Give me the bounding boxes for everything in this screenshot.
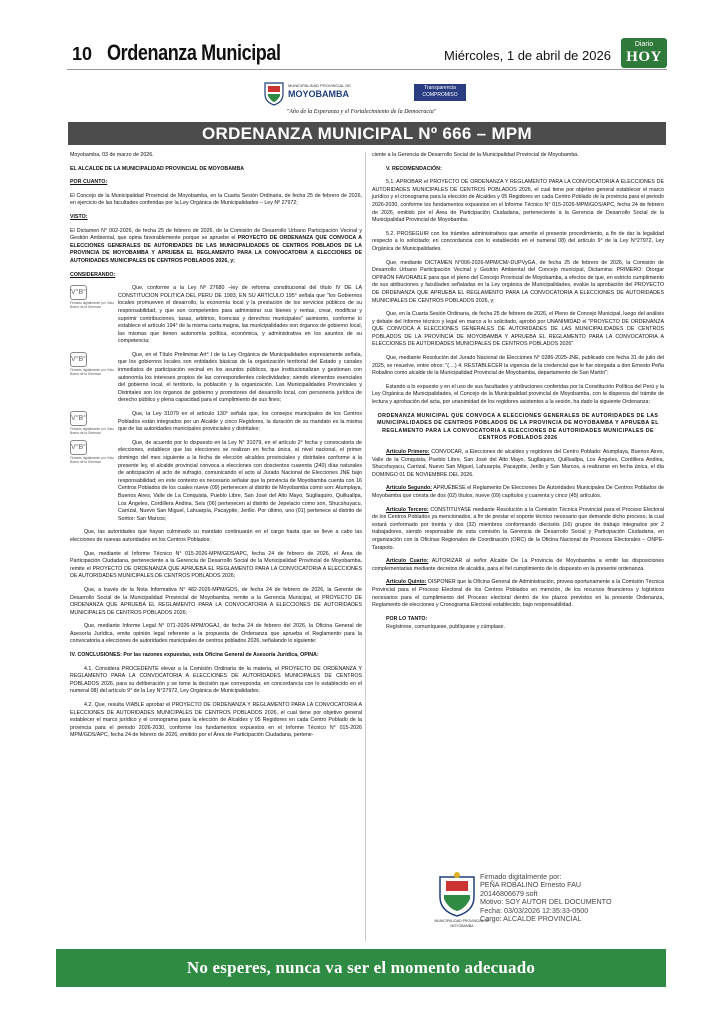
section-title: Ordenanza Municipal [107, 40, 281, 65]
column-divider [365, 152, 366, 942]
visto-bueno-stamp-icon [70, 285, 114, 335]
right-column [372, 152, 664, 942]
issue-date: Miércoles, 1 de abril de 2026 [444, 48, 611, 63]
conclusion-4-2: 4.2. Que, resulta VIABLE aprobar el PROYECTO DE ORDENANZA Y REGLAMENTO PARA LA CONVOCATORIA A ELECCIONES DE AUTORIDADES MUNICIPALES DE CENTROS POBLADOS 2026, el cual tiene por objetivo general establecer el marco jurídico y el cronograma para la elección de Alcaldes y 05 Regidores en cada Centro Poblado de la provincia para el periodo 2026-2030, conforme los fundamentos expuestos en el Informe Técnico N° 015-2026 MPM/GDS/APC, fecha 24 de febrero de 2026, emitido por el Área de Participación Ciudadana, pertene- [70, 702, 362, 739]
estando-paragraph: Estando a lo expuesto y en el uso de sus facultades y atribuciones conferidas por la Constitución Política del Perú y la Ley Orgánica de Municipalidades, el Concejo de la Municipalidad provincial de Moyobamba, con la dispensa del trámite de lectura y aprobación del acta, por unanimidad de los regidores asistentes a la sesión, ha dado la siguiente Ordenanza: [372, 383, 664, 406]
signature-line: Fecha: 03/03/2026 12:35:33-0500 [480, 905, 589, 915]
closing-formula: Regístrese, comuníquese, publíquese y cúmplase. [386, 624, 505, 631]
stamp-mark: V°B° [70, 285, 87, 300]
article-2 [372, 485, 664, 500]
considerando-6: Que, mediante el Informe Técnico N° 015-2026-MPM/GDS/APC, fecha 24 de febrero de 2026, el Área de Participación Ciudadana, perteneciente a la Gerencia de Desarrollo Social de la Municipalidad Provincial de Moyobamba, remite el PROYECTO DE ORDENANZA QUE APRUEBA EL REGLAMENTO PARA LA CONVOCATORIA A ELECCIONES DE AUTORIDADES MUNICIPALES DE CENTROS POBLADOS 2026; [70, 550, 362, 580]
visto-text [70, 228, 362, 266]
article-4-text: AUTORIZAR al señor Alcalde De La Provincia de Moyobamba a emitir las disposiciones complementarias mediante decretos de alcaldía, para el fiel cumplimiento de lo dispuesto en la presente ordenanza. [372, 558, 664, 572]
municipality-small: MUNICIPALIDAD PROVINCIAL DE [288, 83, 351, 88]
transparency-badge [414, 84, 466, 101]
considerando-3 [70, 411, 362, 434]
header-divider [67, 69, 667, 70]
considerando-4 [70, 440, 362, 524]
por-cuanto-text: El Concejo de la Municipalidad Provincial de Moyobamba, en la Cuarta Sesión Ordinaria, de fecha 25 de febrero de 2026, en ejercicio de las facultades conferidas por la Ley Orgánica de Municipalidades – Ley Nº 27972; [70, 192, 362, 207]
article-2-label: Artículo Segundo: [386, 485, 432, 492]
conclusion-4-1: 4.1. Considera PROCEDENTE elevar a la Comisión Ordinaria de la materia, el PROYECTO DE ORDENANZA Y REGLAMENTO PARA LA CONVOCATORIA A ELECCIONES DE AUTORIDADES MUNICIPALES DE CENTROS POBLADOS 2026, para su deliberación y se tome la decisión que corresponda; en concordancia con lo establecido en el numeral 08) del artículo 9° de la Ley N°27972, Ley Orgánica de Municipalidades. [70, 665, 362, 695]
considerando-2 [70, 352, 362, 405]
considerando-8: Que, mediante Informe Legal N° 071-2026-MPM/OGAJ, de fecha 24 de febrero del 2026, la Oficina General de Asesoría Jurídica, emite opinión legal referente a la propuesta de Ordenanza que aprueba el Reglamento para la convocatoria a elecciones de autoridades municipales de centros poblados 2026, señalando lo siguiente: [70, 623, 362, 645]
recomendacion-heading: V. RECOMENDACIÓN: [386, 165, 442, 172]
article-5-text: DISPONER que la Oficina General de Administración, provea oportunamente a la Comisión Técnica Provincial para el Proceso Electoral de los Centros Poblados en mención, de los recursos financieros y logísticos necesarios para el cumplimiento del Proceso electoral dentro de los plazos previstos en la presente Ordenanza, Reglamento de elecciones y Cronograma Electoral establecido, bajo responsabilidad. [372, 579, 664, 609]
transparency-text-2: COMPROMISO [422, 92, 458, 98]
stamp-caption: Firmado digitalmente por Visto Bueno de la Gerencia [70, 367, 114, 376]
logo-name: HOY [626, 49, 662, 65]
stamp-mark: V°B° [70, 440, 87, 455]
article-5-label: Artículo Quinto: [386, 579, 427, 586]
logo-top: Diario [634, 41, 654, 48]
signature-line: PEÑA ROBALINO Ernesto FAU [480, 880, 582, 890]
visto-bueno-stamp-icon [70, 352, 114, 402]
article-3-text: CONSTITUYASE mediante Resolución a la Comisión Técnica Provincial para el Proceso Electoral de los Centros Poblados ya mencionados, a fin de prestar el soporte técnico necesario que demande dicho proceso, la cual estará conformado por treinta y dos (32) miembros conformando dieciséis (16) grupos de trabajo integrados por 2 trabajadores, siendo responsable de esta comisión la Gerencia de Desarrollo Social y Participación Ciudadana, en organización con la Oficinas Regionales de Coordinación (ORC) de la Oficina Nacional de Procesos Electorales – ONPE-Tarapoto. [372, 506, 664, 551]
footer-banner: No esperes, nunca va ser el momento adecuado [56, 949, 666, 987]
transparency-text-1: Transparencia [424, 85, 456, 91]
dictamen-paragraph: Que, mediante DICTAMEN N°006-2026-MPM/CM/-DUPVyGA, de fecha 25 de febrero de 2026, la Comisión de Desarrollo Urbano Participación Vecinal y Gestión Ambiental del Concejo municipal, Dictamina: PRIMERO: Otorgar OPINIÓN FAVORABLE para que el pleno del Concejo Provincial de Moyobamba, a efectos de que, en estricto cumplimiento de sus atribuciones y facultades señaladas en la Ley orgánica de Municipalidades, evalúe la aprobación del PROYECTO DE ORDENANZA QUE APRUEBA EL REGLAMENTO PARA LA CONVOCATORIA A ELECCIONES DE AUTORIDADES MUNICIPALES DE CENTROS POBLADOS 2026, y; [372, 259, 664, 304]
newspaper-logo[interactable] [621, 38, 667, 68]
jne-paragraph: Que, mediante Resolución del Jurado Nacional de Elecciones N° 0286-2025-JNE, publicado con fecha 31 de julio del 2025, se resuelve, entre otros: "(....) 4. RESTABLECER la vigencia de la credencial que le fue otorgada a don Ernesto Peña Robalino como alcalde de la Municipalidad Provincial de Moyobamba, departamento de San Martín"; [372, 355, 664, 377]
considerando-1-text: Que, conforme a la Ley Nº 27680 –ley de reforma constitucional del título IV DE LA CONSTITUCION POLITICA DEL PERU DE 1993, EN SU ARTICULO 195° señala que "los Gobiernos locales promueven el desarrollo, la economía local y la prestación de los servicios públicos de su responsabilidad, y que son competentes para administrar sus bienes y rentas, crear, modificar y suprimir contribuciones, tasas, arbitrios, licencias y derechos municipales" asimismo, conforme lo establece el artículo 194° de la misma carta magna, las municipalidades son órganos de gobierno local, las mismas que tienen autonomía política, económica, y administrativa en los asuntos de su competencia; [118, 285, 362, 345]
continuation-text: ciente a la Gerencia de Desarrollo Social de la Municipalidad Provincial de Moyobamba. [372, 152, 579, 158]
municipality-name: MOYOBAMBA [288, 89, 349, 99]
article-3-label: Artículo Tercero: [386, 506, 429, 513]
article-2-text: APRUÉBESE el Reglamento De Elecciones De Autoridades Municipales De Centros Poblados de Moyobamba que consta de dos (02) títulos, nueve (09) capítulos y cuarenta y cinco (45) artículos. [372, 485, 664, 499]
recomendacion-5-1: 5.1. APROBAR el PROYECTO DE ORDENANZA Y REGLAMENTO PARA LA CONVOCATORIA A ELECCIONES DE AUTORIDADES MUNICIPALES DE CENTROS POBLADOS 2026, el cual tiene por objetivo general establecer el marco jurídico y el cronograma para la elección de Alcaldes y 05 Regidores en cada Centro Poblado de la provincia para el periodo 2026-2030, conforme los fundamentos expuestos en el Informe Técnico N° 015-2026-MPM/GDS/APC, fecha 24 de febrero de 2026, emitido por el Área de Participación Ciudadana, perteneciente a la Gerencia de Desarrollo Social de la Municipalidad Provincial de Moyobamba. [372, 179, 664, 224]
por-cuanto-heading: POR CUANTO: [70, 179, 108, 186]
article-1-label: Artículo Primero: [386, 449, 430, 455]
considerando-3-text: Que, la Ley 31079 en el artículo 130° señala que, los consejos municipales de los Centros Poblados están integrados por un Alcalde y cinco Regidores, la duración de su mandato es la misma que de las autoridades municipales provinciales y distritales; [118, 411, 362, 433]
place-date: Moyobamba, 03 de marzo de 2026. [70, 152, 154, 158]
recomendacion-5-2: 5.2. PROSEGUIR con los trámites administrativos que amerite el presente procedimiento, a fin de dar la legalidad respecto a lo solicitado; en concordancia con lo establecido en el numeral 08) del artículo 9° de la Ley N°27972, Ley Orgánica de Municipalidades. [372, 230, 664, 252]
stamp-mark: V°B° [70, 352, 87, 367]
article-4 [372, 558, 664, 573]
stamp-mark: V°B° [70, 411, 87, 426]
considerando-7: Que, a través de la Nota Informativa N° 482-2026-MPM/GDS, de fecha 24 de febrero de 2026, la Gerente de Desarrollo Social de la Municipalidad Provincial de Moyobamba, remite a la Gerencia Municipal, el PROYECTO DE ORDENANZA QUE APRUEBA EL REGLAMENTO PARA LA CONVOCATORIA A ELECCIONES DE AUTORIDADES MUNICIPALES DE CENTROS POBLADOS 2026; [70, 586, 362, 616]
signature-line: Cargo: ALCALDE PROVINCIAL [480, 914, 582, 924]
page-number: 10 [72, 44, 93, 64]
visto-bueno-stamp-icon [70, 440, 114, 490]
page-header [0, 0, 723, 75]
ordinance-title: ORDENANZA MUNICIPAL Nº 666 – MPM [68, 122, 666, 145]
signature-line: Firmado digitalmente por: [480, 872, 562, 881]
session-paragraph: Que, en la Cuarta Sesión Ordinaria, de fecha 25 de febrero de 2026, el Pleno de Concejo Municipal, luego del análisis y debate del Informe técnico y legal en marco a lo solicitado, aprobó por UNANIMIDAD el "PROYECTO DE ORDENANZA QUE CONVOCA A ELECCIONES GENERALES DE AUTORIDADES DE LAS MUNICIPALIDADES DE CENTROS POBLADOS DE LA PROVINCIA DE MOYOBAMBA Y APRUEBA EL REGLAMENTO PARA LA CONVOCATORIA A ELECCIONES DE AUTORIDADES MUNICIPALES DE CENTROS POBLADOS 2026" [372, 311, 664, 348]
municipality-emblem-icon [262, 80, 286, 106]
ordinance-subtitle: ORDENANZA MUNICIPAL QUE CONVOCA A ELECCIONES GENERALES DE AUTORIDADES DE LAS MUNICIPALIDADES DE CENTROS POBLADOS DE LA PROVINCIA DE MOYOBAMBA Y APRUEBA EL REGLAMENTO PARA LA CONVOCATORIA A ELECCIONES DE AUTORIDADES MUNICIPALES DE CENTROS POBLADOS 2026 [377, 412, 659, 442]
por-lo-tanto: POR LO TANTO: [386, 615, 428, 622]
municipality-seal-icon [432, 871, 482, 917]
visto-heading: VISTO: [70, 213, 88, 220]
article-5 [372, 579, 664, 609]
mayor-heading: EL ALCALDE DE LA MUNICIPALIDAD PROVINCIAL DE MOYOBAMBA [70, 165, 245, 172]
signature-text [480, 873, 612, 923]
article-1 [372, 449, 664, 479]
considerando-2-text: Que, en el Título Preliminar Art° I de la Ley Orgánica de Municipalidades expresamente señala, que los gobiernos locales son entidades básicas de la organización territorial del Estado y canales inmediatos de participación vecinal en los asuntos públicos, que institucionalizan y gestionan con autonomía los intereses propios de las correspondientes colectividades; siendo elementos esenciales del gobierno local, el territorio, la población y la organización. Las Municipalidades Provinciales y Distritales son los órganos de gobierno y promotores del desarrollo local, con personería jurídica de derecho público y plena capacidad para el cumplimiento de sus fines; [118, 351, 362, 404]
stamp-caption: Firmado digitalmente por Visto Bueno de la Gerencia [70, 301, 114, 310]
considerando-5: Que, las autoridades que hayan culminado su mandato continuarán en el cargo hasta que se lleve a cabo las elecciones de nuevas autoridades en los Centros Poblados; [70, 529, 362, 543]
seal-caption: MUNICIPALIDAD PROVINCIAL DE MOYOBAMBA [434, 919, 490, 928]
considerando-1 [70, 285, 362, 346]
article-3 [372, 507, 664, 553]
year-motto: "Año de la Esperanza y el Fortalecimiento de la Democracia" [286, 109, 437, 115]
stamp-caption: Firmado digitalmente por Visto Bueno de la Gerencia [70, 455, 114, 464]
visto-text-c: , y; [227, 257, 235, 264]
considerando-4-text: Que, de acuerdo por lo dispuesto en la Ley N° 31079, en el artículo 2° fecha y convocatoria de elecciones, establece que las elecciones se realizan en fecha única, al nivel nacional, el primer domingo del mes siguiente a la fecha de elección alcaldes provinciales y distritales conforme a la presente ley, el alcalde provincial convoca a elecciones con doscientos cuarenta (240) días naturales de anticipación al acto de sufragio, comunicando el acto al Jurado Nacional de Elecciones JNE bajo responsabilidad; en este contexto es necesario señalar que la provincia de Moyobamba cuenta con 16 Centros Poblados de los cuales nueve (09) pertenecen al distrito de Moyobamba como son: Atumplaya, Buenos Aires, Valle de La Conquista, Pueblo Libre, San José del Alto Mayo, Sugllaquiro, Quilluallpa, Los Ángeles, Cordillera Andina. Seis (06) pertenecen al distrito de Jepelacio como son, Shucshuyacu, Carrizal, Nuevo San Miguel, Lahuarpía, Pacaypite, Jerillo. Por último, uno (01) pertenece al distrito de Soritor: San Marcos; [118, 439, 362, 522]
digital-signature [432, 871, 632, 941]
conclusiones-heading: IV. CONCLUSIONES: Por las razones expuestas, esta Oficina General de Asesoría Jurídica, OPINA: [70, 652, 319, 659]
signature-line: Motivo: SOY AUTOR DEL DOCUMENTO [480, 897, 612, 907]
considerando-heading: CONSIDERANDO: [70, 271, 116, 278]
visto-text-a: El Dictamen N° 002-2026, de fecha 25 de febrero de 2026, de la Comisión de Desarrollo Urbano Participación Vecinal y Gestión Ambiental, que opina favorablemente porque se apruebe el [70, 227, 362, 242]
stamp-caption: Firmado digitalmente por Visto Bueno de la Gerencia [70, 427, 114, 436]
article-1-text: CONVOCAR, a Elecciones de alcaldes y regidores del Centro Poblado: Atumplaya, Buenos Aires, Valle de la Conquista, Pueblo Libre, San José del Alto Mayo, Sugllaquiro, Quilluallpa, Los Ángeles, Cordillera Andina, Shucshuyacu, Carrizal, Nuevo San Miguel, Lahuarpía, Pacaypite, Jerillo y San Marcos, a realizarse en fecha única, el día DOMINGO 01 DE NOVIEMBRE DEL 2026. [372, 449, 665, 478]
visto-text-b: PROYECTO DE ORDENANZA QUE CONVOCA A ELECCIONES GENERALES DE AUTORIDADES DE LAS MUNICIPALIDADES DE CENTROS POBLADOS DE LA PROVINCIA DE MOYOBAMBA Y APRUEBA EL REGLAMENTO PARA LA CONVOCATORIA A ELECCIONES DE AUTORIDADES MUNICIPALES DE CENTROS POBLADOS 2026 [70, 235, 362, 264]
left-column [70, 152, 362, 942]
signature-line: 20146806679 soft [480, 888, 538, 898]
article-4-label: Artículo Cuarto: [386, 558, 429, 565]
